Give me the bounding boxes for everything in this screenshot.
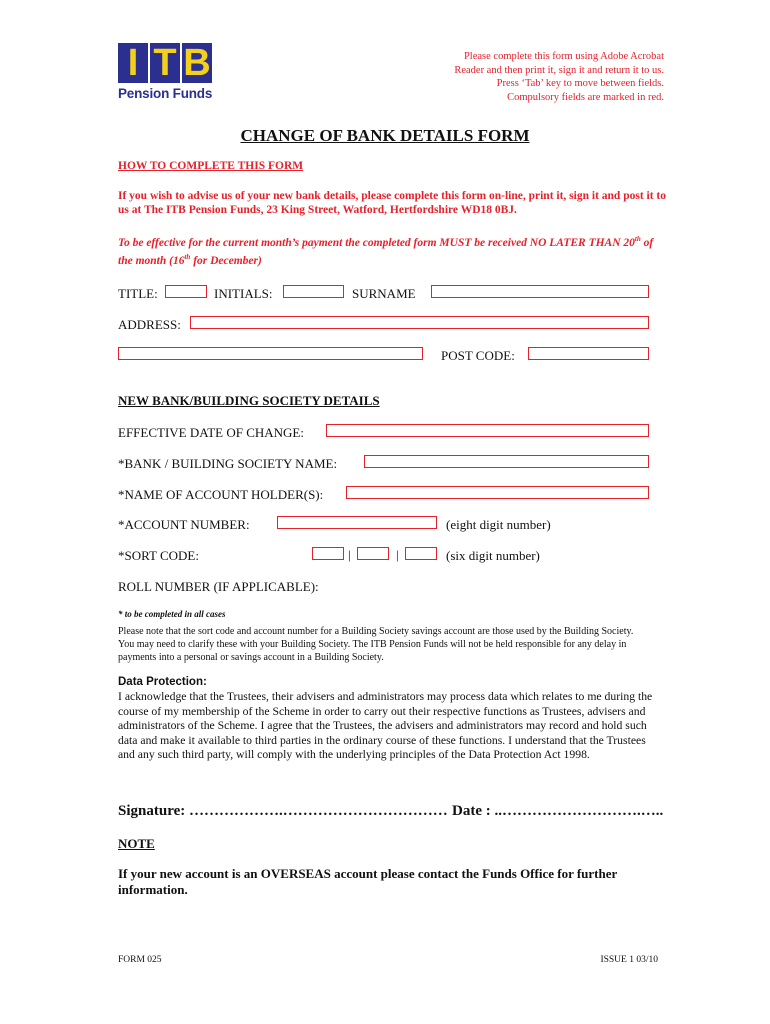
account-number-label: *ACCOUNT NUMBER:	[118, 517, 250, 532]
data-protection-text: I acknowledge that the Trustees, their advisers and administrators may process data which relates to me during the course of my membership of the Scheme in order to carry out their respective functions as Trustees, advisers and administrators of the Scheme. I agree that the Trustees, the advisers and administrators may record and hold such data and make it available to third parties in the ordinary course of these functions. I understand that the Trustees and any such third party, will comply with the underlying principles of the Data Protection Act 1998.	[118, 690, 653, 761]
address-field-line-2[interactable]	[118, 347, 423, 360]
deadline-text-c: for December)	[190, 254, 262, 267]
deadline-sup-2: th	[184, 252, 191, 261]
account-holder-label: *NAME OF ACCOUNT HOLDER(S):	[118, 487, 324, 502]
deadline-text-b: of the month (16	[118, 236, 654, 267]
title-field[interactable]	[165, 285, 207, 298]
effective-date-label: EFFECTIVE DATE OF CHANGE:	[118, 425, 304, 440]
instruction-line: Press ‘Tab’ key to move between fields.	[496, 78, 664, 90]
sort-code-field-1[interactable]	[312, 547, 344, 560]
bank-name-label: *BANK / BUILDING SOCIETY NAME:	[118, 456, 338, 471]
roll-number-label: ROLL NUMBER (IF APPLICABLE):	[118, 579, 319, 594]
required-note: * to be completed in all cases	[118, 609, 226, 619]
building-society-note: Please note that the sort code and account number for a Building Society savings account are those used by the Building Society. You may need to clarify these with your Building Society. The ITB Pension Funds will not be held responsible for any delay in payments into a personal or savings account in a Building Society.	[118, 626, 634, 663]
deadline-note	[118, 232, 668, 268]
data-protection-title: Data Protection:	[118, 676, 207, 688]
address-label: ADDRESS:	[118, 317, 181, 332]
itb-logo	[118, 43, 218, 101]
instruction-line: Reader and then print it, sign it and return it to us.	[454, 64, 664, 76]
how-to-instructions: If you wish to advise us of your new bank details, please complete this form on-line, print it, sign it and post it to us at The ITB Pension Funds, 23 King Street, Watford, Hertfordshire WD18 0BJ.	[118, 190, 666, 216]
how-to-heading: HOW TO COMPLETE THIS FORM	[118, 160, 304, 172]
sort-code-hint: (six digit number)	[446, 548, 540, 563]
sort-code-label: *SORT CODE:	[118, 548, 199, 563]
initials-label: INITIALS:	[214, 286, 273, 301]
note-heading: NOTE	[118, 836, 155, 851]
surname-label: SURNAME	[352, 286, 416, 301]
effective-date-field[interactable]	[326, 424, 649, 437]
sort-code-field-2[interactable]	[357, 547, 389, 560]
footer-form-number: FORM 025	[118, 955, 162, 965]
account-holder-field[interactable]	[346, 486, 649, 499]
initials-field[interactable]	[283, 285, 344, 298]
instruction-line: Compulsory fields are marked in red.	[507, 91, 664, 103]
surname-field[interactable]	[431, 285, 649, 298]
account-number-hint: (eight digit number)	[446, 517, 551, 532]
signature-line: Signature: ……………….……………………………	[118, 803, 448, 819]
deadline-sup-1: th	[634, 235, 641, 243]
title-label: TITLE:	[118, 286, 158, 301]
footer-issue: ISSUE 1 03/10	[600, 955, 658, 965]
form-instructions	[454, 50, 664, 104]
account-number-field[interactable]	[277, 516, 437, 529]
form-title: CHANGE OF BANK DETAILS FORM	[240, 126, 530, 145]
bank-name-field[interactable]	[364, 455, 649, 468]
deadline-text-a: To be effective for the current month’s payment the completed form MUST be received NO LATER THAN 20	[118, 236, 635, 249]
logo-letter: I	[118, 43, 148, 83]
postcode-label: POST CODE:	[441, 348, 515, 363]
overseas-note: If your new account is an OVERSEAS account please contact the Funds Office for further information.	[118, 866, 618, 897]
instruction-line: Please complete this form using Adobe Acrobat	[463, 51, 664, 62]
date-line: Date : ..……………………….…..	[452, 803, 664, 819]
address-field-line-1[interactable]	[190, 316, 649, 329]
sort-code-field-3[interactable]	[405, 547, 437, 560]
sort-code-separator: |	[396, 547, 399, 562]
sort-code-separator: |	[348, 547, 351, 562]
bank-section-heading: NEW BANK/BUILDING SOCIETY DETAILS	[118, 393, 380, 408]
logo-letter: T	[150, 43, 180, 83]
logo-subtitle: Pension Funds	[118, 86, 213, 101]
postcode-field[interactable]	[528, 347, 649, 360]
logo-letter: B	[183, 42, 211, 84]
